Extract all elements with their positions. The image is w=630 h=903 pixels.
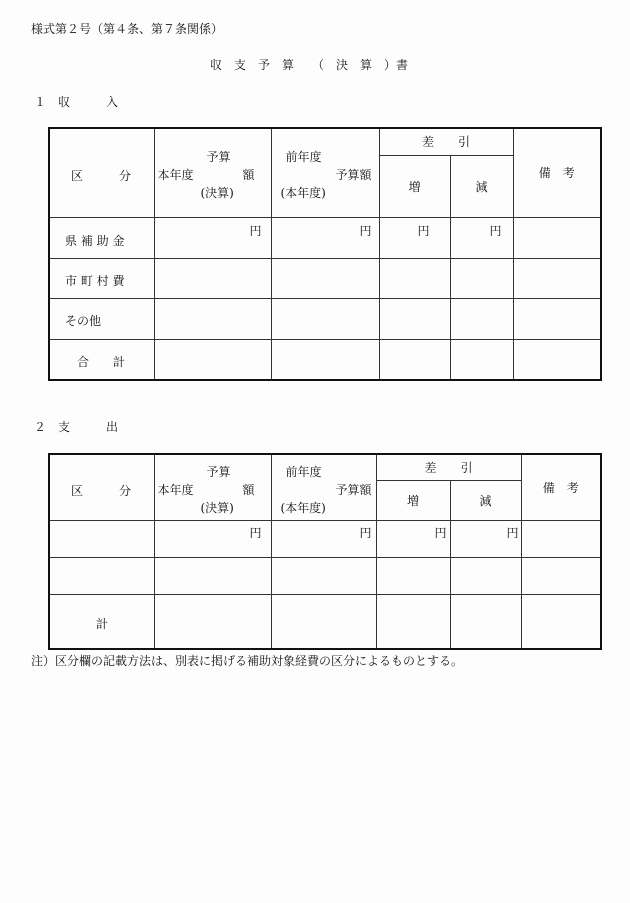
expense-header-prev-year: 前年度 予算額 (本年度) <box>271 454 376 520</box>
income-decrease-cell: 円 <box>450 217 513 258</box>
expense-section-title: ２ 支 出 <box>34 420 119 434</box>
income-header-decrease: 減 <box>450 155 513 217</box>
income-budget-cell: 円 <box>154 217 271 258</box>
income-row-label: 市 町 村 費 <box>49 258 154 298</box>
expense-decrease-cell: 円 <box>450 520 521 557</box>
income-increase-cell: 円 <box>379 217 450 258</box>
expense-row <box>49 520 601 557</box>
expense-header-difference: 差 引 <box>376 454 521 480</box>
income-row <box>49 217 601 258</box>
income-row <box>49 258 601 298</box>
income-row-label: 合 計 <box>49 339 154 380</box>
income-row-label: 県 補 助 金 <box>49 217 154 258</box>
income-header-difference: 差 引 <box>379 128 513 155</box>
footnote: 注）区分欄の記載方法は、別表に掲げる補助対象経費の区分によるものとする。 <box>31 654 464 668</box>
expense-header-remarks: 備 考 <box>521 454 601 520</box>
expense-budget-cell: 円 <box>154 520 271 557</box>
income-table <box>48 127 602 381</box>
expense-table <box>48 453 602 650</box>
expense-row <box>49 557 601 594</box>
document-title: 収 支 予 算 （ 決 算 ）書 <box>210 58 409 72</box>
expense-header-category: 区 分 <box>49 454 154 520</box>
income-prev-cell: 円 <box>271 217 379 258</box>
form-reference: 様式第２号（第４条、第７条関係） <box>31 22 224 36</box>
expense-prev-cell: 円 <box>271 520 376 557</box>
expense-total-row <box>49 594 601 649</box>
income-row <box>49 298 601 339</box>
expense-header-budget: 予算 本年度 額 (決算) <box>154 454 271 520</box>
income-header-remarks: 備 考 <box>513 128 601 217</box>
income-header-category: 区 分 <box>49 128 154 217</box>
expense-remarks-cell <box>521 520 601 557</box>
income-header-prev-year: 前年度 予算額 (本年度) <box>271 128 379 217</box>
expense-row-label <box>49 520 154 557</box>
expense-row-label: 計 <box>49 594 154 649</box>
income-row-label: その他 <box>49 298 154 339</box>
expense-header-decrease: 減 <box>450 480 521 520</box>
income-total-row <box>49 339 601 380</box>
income-section-title: １ 収 入 <box>34 95 119 109</box>
income-remarks-cell <box>513 217 601 258</box>
expense-increase-cell: 円 <box>376 520 450 557</box>
expense-header-increase: 増 <box>376 480 450 520</box>
income-header-increase: 増 <box>379 155 450 217</box>
income-header-budget: 予算 本年度 額 (決算) <box>154 128 271 217</box>
